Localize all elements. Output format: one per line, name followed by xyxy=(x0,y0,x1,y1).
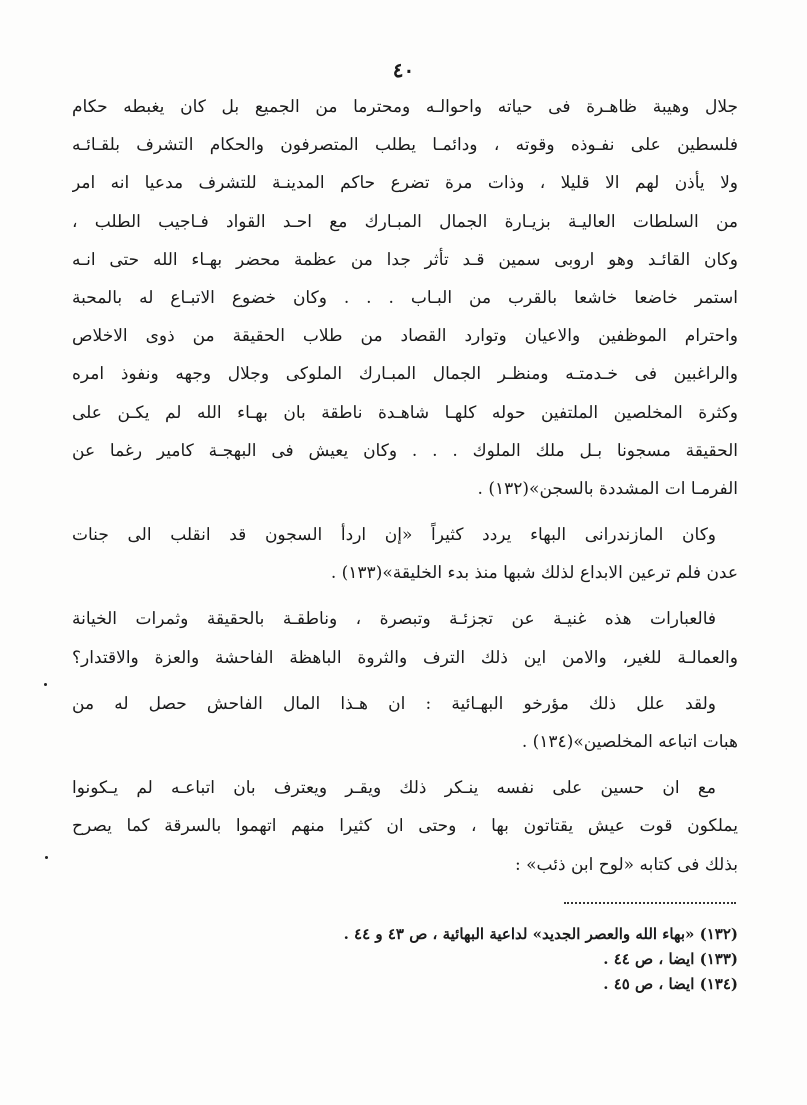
paragraph xyxy=(72,600,738,676)
text-line: بذلك فى كتابه «لوح ابن ذئب» : xyxy=(515,854,738,875)
text-line: من السلطات العاليـة بزيـارة الجمال المبـارك مع احـد القواد فـاجيب الطلب ، xyxy=(72,211,738,232)
footnote: (١٣٤) ايضا ، ص ٤٥ . xyxy=(603,975,738,993)
text-line: فلسطين على نفـوذه وقوته ، ودائمـا يطلب المتصرفون والحكام التشرف بلقـائـه xyxy=(72,135,738,156)
text-line: فالعبارات هذه غنيـة عن تجزئـة وتبصرة ، وناطقـة بالحقيقة وثمرات الخيانة xyxy=(72,609,716,630)
text-line: واحترام الموظفين والاعيان وتوارد القصاد من طلاب الحقيقة من ذوى الاخلاص xyxy=(72,326,738,347)
text-line: والراغبين فى خـدمتـه ومنظـر الجمال المبـارك الملوكى وجلال وجهه ونفوذ امره xyxy=(72,364,738,385)
text-line: مع ان حسين على نفسه ينـكر ذلك ويقـر ويعترف بان اتباعـه لم يـكونوا xyxy=(72,778,716,799)
text-line: ولقد علل ذلك مؤرخو البهـائية : ان هـذا المال الفاحش حصل له من xyxy=(72,693,716,714)
text-line: استمر خاضعا خاشعا بالقرب من البـاب . . . وكان خضوع الاتبـاع له بالمحبة xyxy=(72,287,738,308)
footnote-separator xyxy=(564,902,736,904)
footnote: (١٣٢) «بهاء الله والعصر الجديد» لداعية البهائية ، ص ٤٣ و ٤٤ . xyxy=(343,925,738,943)
text-line: عدن فلم ترعين الابداع لذلك شبها منذ بدء الخليقة»(١٣٣) . xyxy=(330,563,738,584)
footnotes xyxy=(200,922,738,997)
scan-speck xyxy=(44,683,47,686)
text-line: وكثرة المخلصين الملتفين حوله كلهـا شاهـدة ناطقة بان بهـاء الله لم يكـن على xyxy=(72,402,738,423)
paragraph xyxy=(72,88,738,508)
text-line: الفرمـا ات المشددة بالسجن»(١٣٢) . xyxy=(477,478,738,499)
text-line: وكان القائـد وهو اروبى سمين قـد تأثر جدا من عظمة محضر بهـاء الله حتى انـه xyxy=(72,249,738,270)
text-line: الحقيقة مسجونا بـل ملك الملوك . . . وكان يعيش فى البهجـة كامير رغما عن xyxy=(72,440,738,461)
text-line: والعمالـة للغير، والامن اين ذلك الترف والثروة الباهظة الفاحشة والعزة والاقتدار؟ xyxy=(72,647,738,668)
text-line: جلال وهيبة ظاهـرة فى حياته واحوالـه ومحترما من الجميع بل كان يغبطه حكام xyxy=(72,97,738,117)
paragraph xyxy=(72,516,738,592)
scan-speck xyxy=(45,856,48,859)
body-text xyxy=(72,88,738,884)
paragraph xyxy=(72,769,738,884)
text-line: وكان المازندرانى البهاء يردد كثيراً «إن اردأ السجون قد انقلب الى جنات xyxy=(72,525,716,546)
text-line: ولا يأذن لهم الا قليلا ، وذات مرة تضرع حاكم المدينـة للتشرف مدعيا انه امر xyxy=(72,173,738,194)
paragraph xyxy=(72,685,738,761)
footnote: (١٣٣) ايضا ، ص ٤٤ . xyxy=(603,950,738,968)
text-line: يملكون قوت عيش يقتاتون بها ، وحتى ان كثيرا منهم اتهموا بالسرقة كما يصرح xyxy=(72,816,738,837)
text-line: هبات اتباعه المخلصين»(١٣٤) . xyxy=(521,732,738,752)
page-number: ٤٠ xyxy=(392,58,415,82)
